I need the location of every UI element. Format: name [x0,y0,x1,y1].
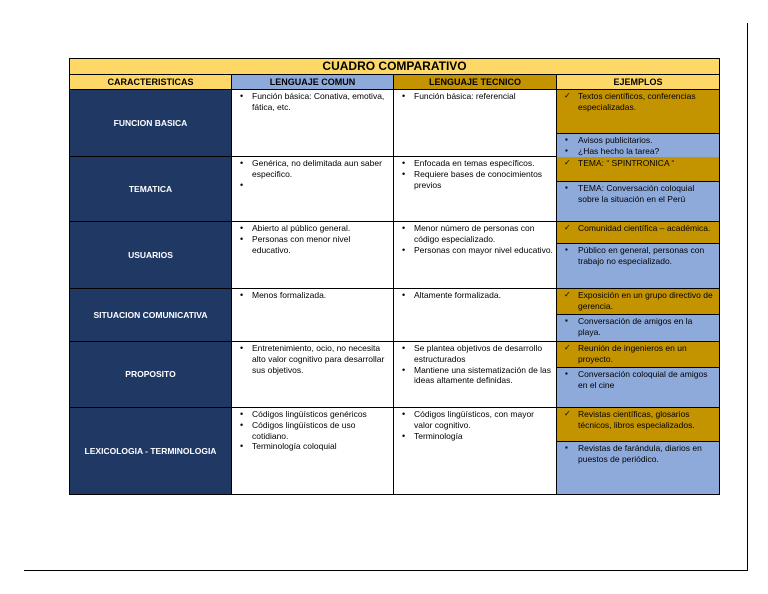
header-lenguaje-tecnico: LENGUAJE TECNICO [394,75,557,90]
row-label: SITUACION COMUNICATIVA [70,289,232,342]
tecnico-list [397,409,553,441]
cell-lenguaje-tecnico [394,157,557,222]
comun-list [235,223,390,255]
row-label: USUARIOS [70,222,232,289]
list-item: ▪ TEMA: Conversación coloquial sobre la situación en el Perú [561,183,716,205]
example-common-list [561,183,716,205]
cell-ejemplos [557,289,720,342]
example-common [557,442,719,494]
header-caracteristicas: CARACTERISTICAS [70,75,232,90]
example-technical-list [561,91,716,113]
cell-lenguaje-tecnico [394,289,557,342]
example-technical [557,222,719,244]
tecnico-list [397,223,553,255]
list-item: • Abierto al público general. [235,223,390,234]
example-common-list [561,135,716,157]
list-item: • Menor número de personas con código especializado. [397,223,553,245]
list-item [235,180,390,191]
table-row [70,342,720,408]
list-item: • Función básica: Conativa, emotiva, fática, etc. [235,91,390,113]
table-row [70,90,720,157]
row-label: LEXICOLOGIA - TERMINOLOGIA [70,408,232,495]
list-item: ▪ ¿Has hecho la tarea? [561,146,716,157]
list-item: • Códigos lingüísticos de uso cotidiano. [235,420,390,442]
example-common [557,368,719,407]
example-common [557,315,719,341]
example-common-list [561,316,716,338]
list-item: • Genérica, no delimitada aun saber especifico. [235,158,390,180]
cell-lenguaje-comun [232,342,394,408]
cell-lenguaje-comun [232,222,394,289]
table-row [70,408,720,495]
row-label: PROPOSITO [70,342,232,408]
example-technical-list [561,343,716,365]
list-item: • Mantiene una sistematización de las ideas altamente definidas. [397,365,553,387]
cell-ejemplos [557,222,720,289]
list-item: ✓ Comunidad científica – académica. [561,223,716,234]
comun-list [235,290,390,301]
header-ejemplos: EJEMPLOS [557,75,720,90]
example-common-list [561,245,716,267]
example-technical [557,342,719,368]
comun-list [235,409,390,452]
table-title: CUADRO COMPARATIVO [70,59,720,75]
table-row [70,222,720,289]
row-label: TEMATICA [70,157,232,222]
comun-list [235,91,390,113]
example-technical-list [561,158,716,169]
cell-ejemplos [557,90,720,157]
tecnico-list [397,290,553,301]
comun-list [235,343,390,375]
list-item: • Requiere bases de conocimientos previos [397,169,553,191]
cell-lenguaje-tecnico [394,222,557,289]
list-item: • Función básica: referencial [397,91,553,102]
cell-lenguaje-comun [232,157,394,222]
list-item: ✓ Exposición en un grupo directivo de gerencia. [561,290,716,312]
cell-lenguaje-comun [232,90,394,157]
list-item: • Terminología [397,431,553,442]
list-item: ✓ Revistas científicas, glosarios técnicos, libros especializados. [561,409,716,431]
list-item: • Códigos lingüísticos, con mayor valor cognitivo. [397,409,553,431]
cell-ejemplos [557,342,720,408]
example-common [557,244,719,288]
cell-ejemplos [557,408,720,495]
example-technical [557,157,719,182]
cell-lenguaje-tecnico [394,408,557,495]
list-item: • Se plantea objetivos de desarrollo estructurados [397,343,553,365]
row-label: FUNCION BASICA [70,90,232,157]
example-technical [557,90,719,134]
comun-list [235,158,390,191]
tecnico-list [397,158,553,190]
cell-lenguaje-tecnico [394,90,557,157]
list-item: • Altamente formalizada. [397,290,553,301]
example-technical-list [561,290,716,312]
list-item: ▪ Conversación de amigos en la playa. [561,316,716,338]
table-body [70,90,720,495]
list-item: • Personas con menor nivel educativo. [235,234,390,256]
tecnico-list [397,343,553,386]
comparison-table [69,58,720,495]
list-item: ✓ Reunión de ingenieros en un proyecto. [561,343,716,365]
tecnico-list [397,91,553,102]
cell-lenguaje-tecnico [394,342,557,408]
example-technical [557,289,719,315]
list-item: • Enfocada en temas específicos. [397,158,553,169]
cell-lenguaje-comun [232,289,394,342]
list-item: • Terminología coloquial [235,441,390,452]
list-item: • Códigos lingüísticos genéricos [235,409,390,420]
table-row [70,289,720,342]
cell-lenguaje-comun [232,408,394,495]
list-item: ▪ Revistas de farándula, diarios en puestos de periódico. [561,443,716,465]
table-row [70,157,720,222]
list-item: • Personas con mayor nivel educativo. [397,245,553,256]
list-item: • Entretenimiento, ocio, no necesita alto valor cognitivo para desarrollar sus objetivos. [235,343,390,375]
example-technical-list [561,223,716,234]
example-common-list [561,443,716,465]
list-item: ✓ TEMA: “ SPINTRONICA “ [561,158,716,169]
cell-ejemplos [557,157,720,222]
list-item: ▪ Público en general, personas con trabajo no especializado. [561,245,716,267]
example-common-list [561,369,716,391]
example-common [557,134,719,158]
header-lenguaje-comun: LENGUAJE COMUN [232,75,394,90]
list-item: ▪ Conversación coloquial de amigos en el cine [561,369,716,391]
list-item: ▪ Avisos publicitarios. [561,135,716,146]
list-item: • Menos formalizada. [235,290,390,301]
example-technical [557,408,719,442]
example-common [557,182,719,221]
example-technical-list [561,409,716,431]
list-item: ✓ Textos científicos, conferencias especializadas. [561,91,716,113]
